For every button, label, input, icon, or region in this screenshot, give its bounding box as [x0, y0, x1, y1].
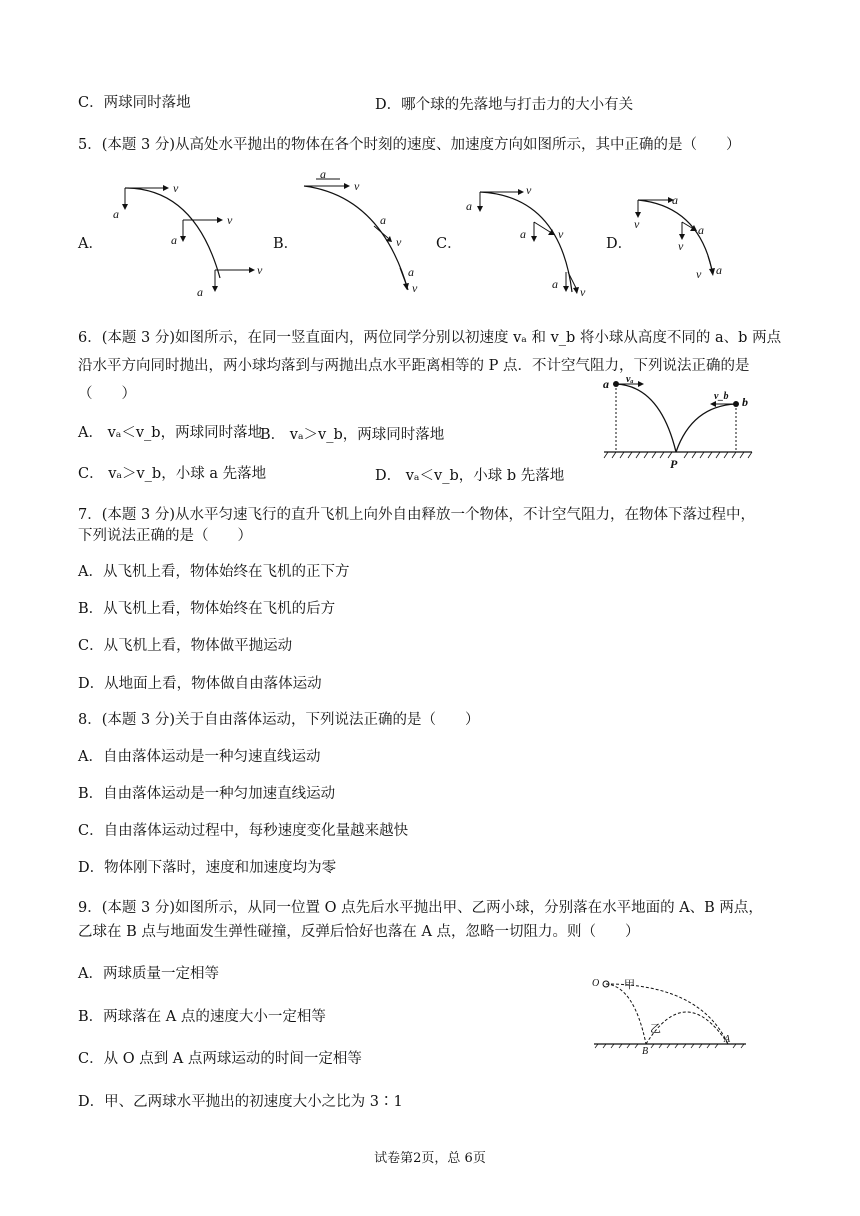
q9-fig-yi: 乙 [650, 1023, 661, 1035]
q4-option-d: D．哪个球的先落地与打击力的大小有关 [375, 97, 634, 113]
q6-figure [600, 372, 760, 472]
q4-option-c: C．两球同时落地 [78, 95, 191, 111]
q5a-a1: a [113, 207, 119, 221]
q6-option-b: B． vₐ＞v_b，两球同时落地 [260, 427, 445, 443]
q5c-a1: a [466, 199, 472, 213]
q5-figure-a [105, 178, 270, 303]
q5a-a2: a [171, 233, 177, 247]
q9-fig-jia: 甲 [624, 979, 635, 991]
q8-option-a: A．自由落体运动是一种匀速直线运动 [78, 749, 321, 765]
q5b-a1: a [320, 172, 326, 181]
q7-option-b: B．从飞机上看，物体始终在飞机的后方 [78, 601, 336, 617]
q8-stem: 8．(本题 3 分)关于自由落体运动，下列说法正确的是（ ） [78, 712, 480, 728]
q5c-a3: a [552, 277, 558, 291]
q6-fig-a: a [603, 377, 609, 391]
q5c-v2: v [558, 227, 564, 241]
q5-option-c-label: C． [436, 236, 462, 252]
q5-option-a-label: A． [78, 236, 103, 252]
q5-figure-c [460, 180, 600, 300]
q6-fig-va: vₐ [626, 374, 634, 385]
q5a-v3: v [257, 263, 263, 277]
q5b-v2: v [396, 235, 402, 249]
q6-stem-line3: （ ） [78, 386, 136, 402]
q6-option-d: D． vₐ＜v_b，小球 b 先落地 [375, 468, 565, 484]
q9-fig-b: B [642, 1046, 649, 1054]
q9-stem-line1: 9．(本题 3 分)如图所示，从同一位置 O 点先后水平抛出甲、乙两小球，分别落在水平地面的 A、B 两点， [78, 900, 763, 916]
q5c-v1: v [526, 183, 532, 197]
q9-fig-a: A [724, 1034, 731, 1045]
q8-option-d: D．物体刚下落时，速度和加速度均为零 [78, 860, 337, 876]
q6-fig-b: b [742, 395, 748, 409]
q5d-v3: v [696, 267, 702, 281]
q9-option-d: D．甲、乙两球水平抛出的初速度大小之比为 3∶1 [78, 1094, 403, 1110]
q5-option-b-label: B． [273, 236, 299, 252]
q7-option-d: D．从地面上看，物体做自由落体运动 [78, 676, 322, 692]
q7-option-c: C．从飞机上看，物体做平抛运动 [78, 638, 293, 654]
q5d-a2: a [698, 223, 704, 237]
q9-option-b: B．两球落在 A 点的速度大小一定相等 [78, 1009, 326, 1025]
q7-stem-line2: 下列说法正确的是（ ） [78, 528, 252, 544]
q5-stem: 5．(本题 3 分)从高处水平抛出的物体在各个时刻的速度、加速度方向如图所示，其中正确的是（ ） [78, 137, 741, 153]
q5c-a2: a [520, 227, 526, 241]
q9-stem-line2: 乙球在 B 点与地面发生弹性碰撞，反弹后恰好也落在 A 点，忽略一切阻力。则（ ） [78, 924, 640, 940]
q5a-a3: a [197, 285, 203, 299]
q6-stem-line1: 6．(本题 3 分)如图所示，在同一竖直面内，两位同学分别以初速度 vₐ 和 v_b 将小球从高度不同的 a、b 两点 [78, 330, 782, 346]
q9-option-a: A．两球质量一定相等 [78, 966, 219, 982]
q5b-v3: v [412, 281, 418, 295]
q7-option-a: A．从飞机上看，物体始终在飞机的正下方 [78, 564, 350, 580]
q6-option-a: A． vₐ＜v_b，两球同时落地 [78, 425, 263, 441]
q9-option-c: C．从 O 点到 A 点两球运动的时间一定相等 [78, 1051, 362, 1067]
q8-option-b: B．自由落体运动是一种匀加速直线运动 [78, 786, 336, 802]
q9-figure [590, 972, 760, 1054]
q6-fig-vb: v_b [714, 391, 729, 402]
q5b-a2: a [380, 213, 386, 227]
page-footer: 试卷第2页，总 6页 [374, 1151, 486, 1166]
q6-option-c: C． vₐ＞v_b，小球 a 先落地 [78, 466, 267, 482]
q9-fig-o: O [592, 978, 600, 989]
q5d-a3: a [716, 263, 722, 277]
q8-option-c: C．自由落体运动过程中，每秒速度变化量越来越快 [78, 823, 409, 839]
q5d-a1: a [672, 193, 678, 207]
q5-option-d-label: D． [606, 236, 633, 252]
q5a-v1: v [173, 181, 179, 195]
q5d-v2: v [678, 239, 684, 253]
q5b-v1: v [354, 179, 360, 193]
q5c-v3: v [580, 285, 586, 299]
q5-figure-b [296, 172, 426, 297]
q7-stem-line1: 7．(本题 3 分)从水平匀速飞行的直升飞机上向外自由释放一个物体，不计空气阻力，在物体下落过程中， [78, 507, 755, 523]
q5-figure-d [628, 188, 738, 283]
q6-stem-line2: 沿水平方向同时抛出，两小球均落到与两抛出点水平距离相等的 P 点．不计空气阻力，下列说法正确的是 [78, 358, 750, 374]
q5d-v1: v [634, 217, 640, 231]
q5a-v2: v [227, 213, 233, 227]
q6-fig-p: P [670, 457, 678, 471]
q5b-a3: a [408, 265, 414, 279]
